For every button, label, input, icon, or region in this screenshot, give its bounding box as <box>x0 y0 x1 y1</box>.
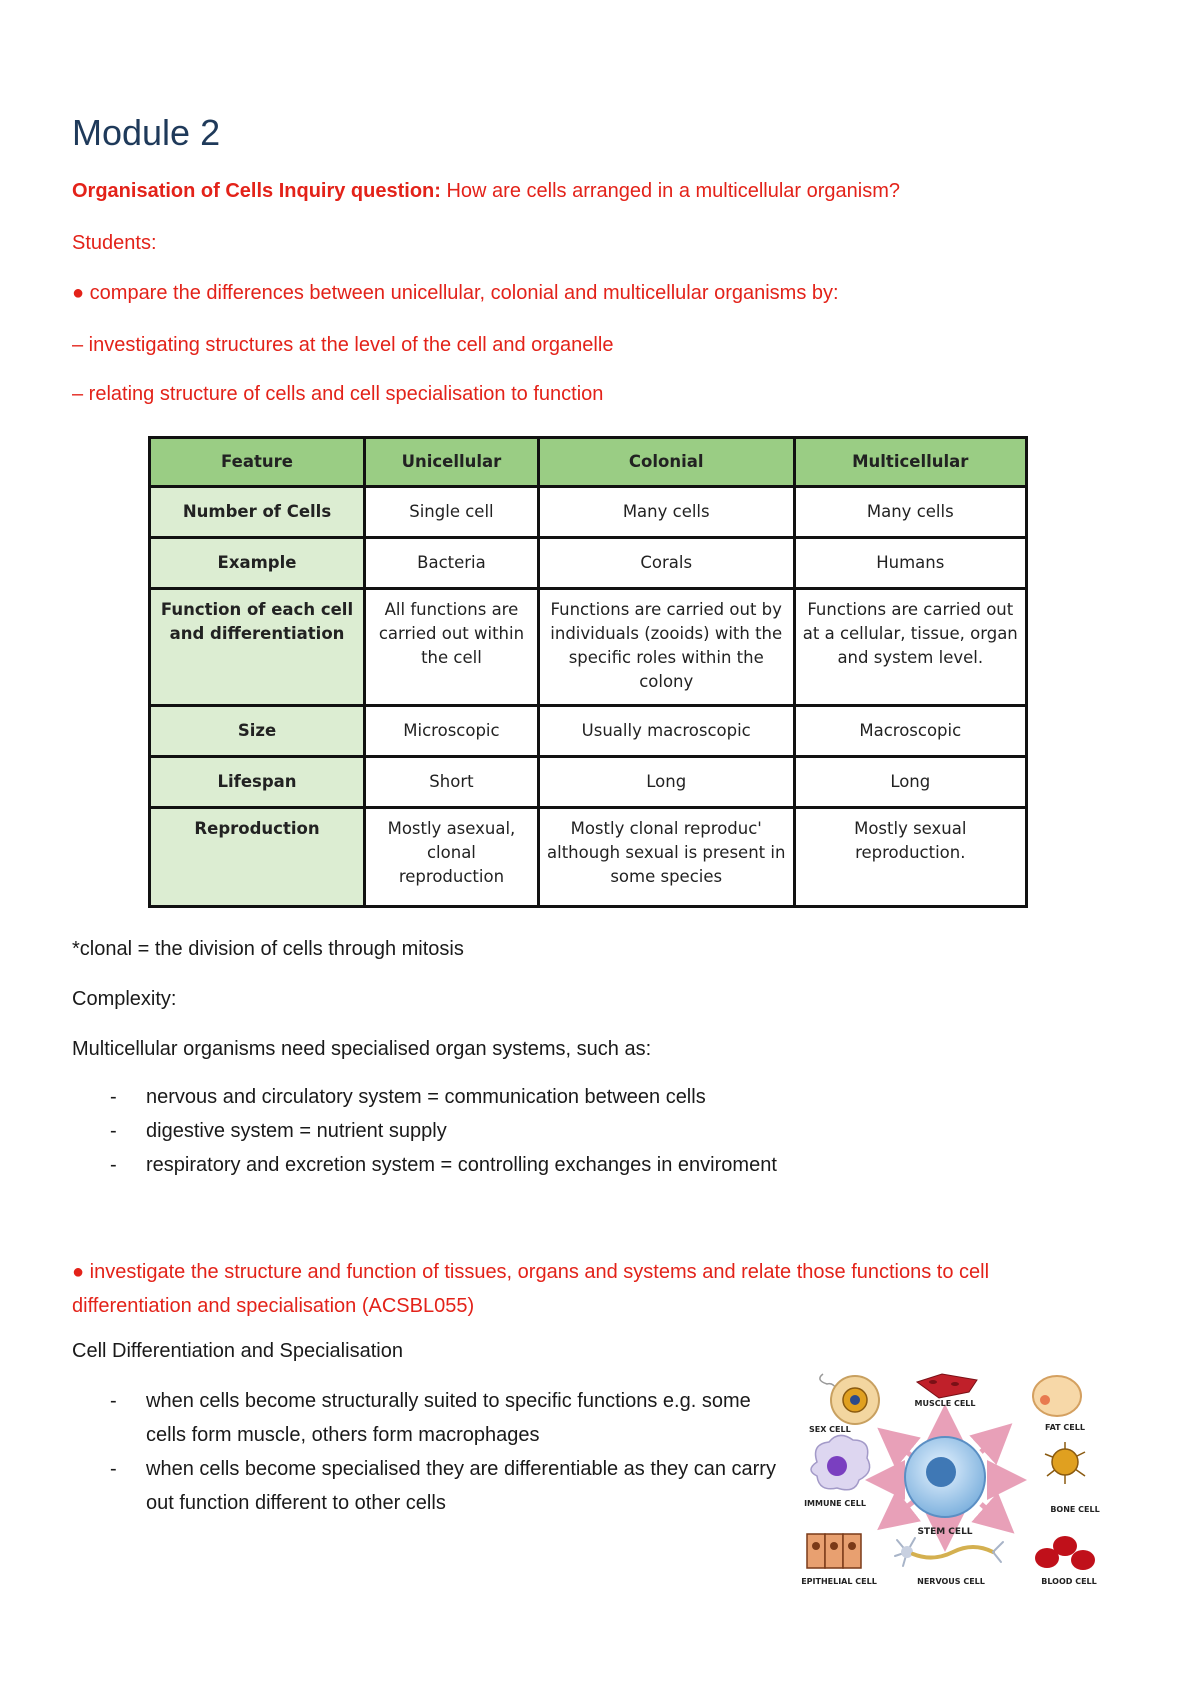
systems-list <box>72 1080 777 1182</box>
epithelial-cell-icon <box>807 1534 861 1568</box>
cell-diff-list <box>72 1384 792 1520</box>
table-row <box>150 757 1027 808</box>
table-header: Colonial <box>538 438 794 487</box>
objective-1-subpoint: – investigating structures at the level of the cell and organelle <box>72 334 614 356</box>
row-feature: Reproduction <box>150 808 365 907</box>
bullet: ● <box>72 1261 85 1283</box>
objective-1-text: compare the differences between unicellular, colonial and multicellular organisms by: <box>89 282 839 304</box>
list-item: - respiratory and excretion system = controlling exchanges in enviroment <box>72 1148 777 1182</box>
row-feature: Example <box>150 538 365 589</box>
complexity-label: Complexity: <box>72 988 177 1010</box>
nervous-cell-icon <box>895 1538 1003 1566</box>
table-row <box>150 706 1027 757</box>
row-feature: Size <box>150 706 365 757</box>
inquiry-line <box>72 180 900 203</box>
cell-unicellular: Bacteria <box>365 538 539 589</box>
objective-1 <box>72 282 839 305</box>
table-row <box>150 589 1027 706</box>
stem-cell-icon <box>905 1437 985 1517</box>
label-blood: BLOOD CELL <box>1041 1577 1097 1586</box>
label-bone: BONE CELL <box>1050 1505 1100 1514</box>
cell-colonial: Usually macroscopic <box>538 706 794 757</box>
list-item: - nervous and circulatory system = communication between cells <box>72 1080 777 1114</box>
list-item: - when cells become structurally suited to specific functions e.g. some cells form muscle, others form macrophages <box>72 1384 792 1452</box>
cell-colonial: Mostly clonal reproduc' although sexual is present in some species <box>538 808 794 907</box>
cell-colonial: Many cells <box>538 487 794 538</box>
objective-1-subpoint: – relating structure of cells and cell specialisation to function <box>72 383 604 405</box>
cell-unicellular: All functions are carried out within the cell <box>365 589 539 706</box>
row-feature: Function of each cell and differentiation <box>150 589 365 706</box>
cell-colonial: Functions are carried out by individuals (zooids) with the specific roles within the colony <box>538 589 794 706</box>
cell-multicellular: Many cells <box>794 487 1026 538</box>
footnote: *clonal = the division of cells through mitosis <box>72 938 464 960</box>
table-row <box>150 808 1027 907</box>
label-muscle: MUSCLE CELL <box>914 1399 976 1408</box>
table-header: Multicellular <box>794 438 1026 487</box>
comparison-table <box>148 436 1028 908</box>
cell-unicellular: Single cell <box>365 487 539 538</box>
students-label: Students: <box>72 232 157 254</box>
label-nervous: NERVOUS CELL <box>917 1577 985 1586</box>
inquiry-question: How are cells arranged in a multicellular organism? <box>446 180 901 202</box>
cell-multicellular: Long <box>794 757 1026 808</box>
cell-multicellular: Humans <box>794 538 1026 589</box>
stem-cell-diagram <box>795 1362 1140 1602</box>
table-row <box>150 538 1027 589</box>
bone-cell-icon <box>1045 1442 1085 1484</box>
label-sex: SEX CELL <box>809 1425 851 1434</box>
multicellular-intro: Multicellular organisms need specialised organ systems, such as: <box>72 1038 652 1060</box>
row-feature: Lifespan <box>150 757 365 808</box>
cell-multicellular: Functions are carried out at a cellular, tissue, organ and system level. <box>794 589 1026 706</box>
cell-unicellular: Short <box>365 757 539 808</box>
table-row <box>150 487 1027 538</box>
blood-cell-icon <box>1035 1536 1095 1570</box>
table-header: Unicellular <box>365 438 539 487</box>
cell-multicellular: Macroscopic <box>794 706 1026 757</box>
table-header-row <box>150 438 1027 487</box>
cell-unicellular: Mostly asexual, clonal reproduction <box>365 808 539 907</box>
inquiry-heading: Organisation of Cells Inquiry question: <box>72 180 441 202</box>
page-title: Module 2 <box>72 112 221 153</box>
bullet: ● <box>72 282 85 304</box>
row-feature: Number of Cells <box>150 487 365 538</box>
objective-2-text: investigate the structure and function of tissues, organs and systems and relate those functions to cell differentiation and specialisation (ACSBL055) <box>72 1261 990 1317</box>
fat-cell-icon <box>1033 1376 1081 1416</box>
label-stem: STEM CELL <box>917 1527 973 1537</box>
label-immune: IMMUNE CELL <box>804 1499 866 1508</box>
cell-multicellular: Mostly sexual reproduction. <box>794 808 1026 907</box>
label-fat: FAT CELL <box>1045 1423 1085 1432</box>
muscle-cell-icon <box>917 1374 977 1398</box>
cell-colonial: Long <box>538 757 794 808</box>
cell-diff-heading: Cell Differentiation and Specialisation <box>72 1340 403 1362</box>
immune-cell-icon <box>811 1435 870 1489</box>
label-epithelial: EPITHELIAL CELL <box>801 1577 877 1586</box>
cell-colonial: Corals <box>538 538 794 589</box>
sex-cell-icon <box>820 1374 879 1424</box>
list-item: - when cells become specialised they are differentiable as they can carry out function different to other cells <box>72 1452 792 1520</box>
table-header: Feature <box>150 438 365 487</box>
objective-2 <box>72 1255 1112 1323</box>
list-item: - digestive system = nutrient supply <box>72 1114 777 1148</box>
cell-unicellular: Microscopic <box>365 706 539 757</box>
